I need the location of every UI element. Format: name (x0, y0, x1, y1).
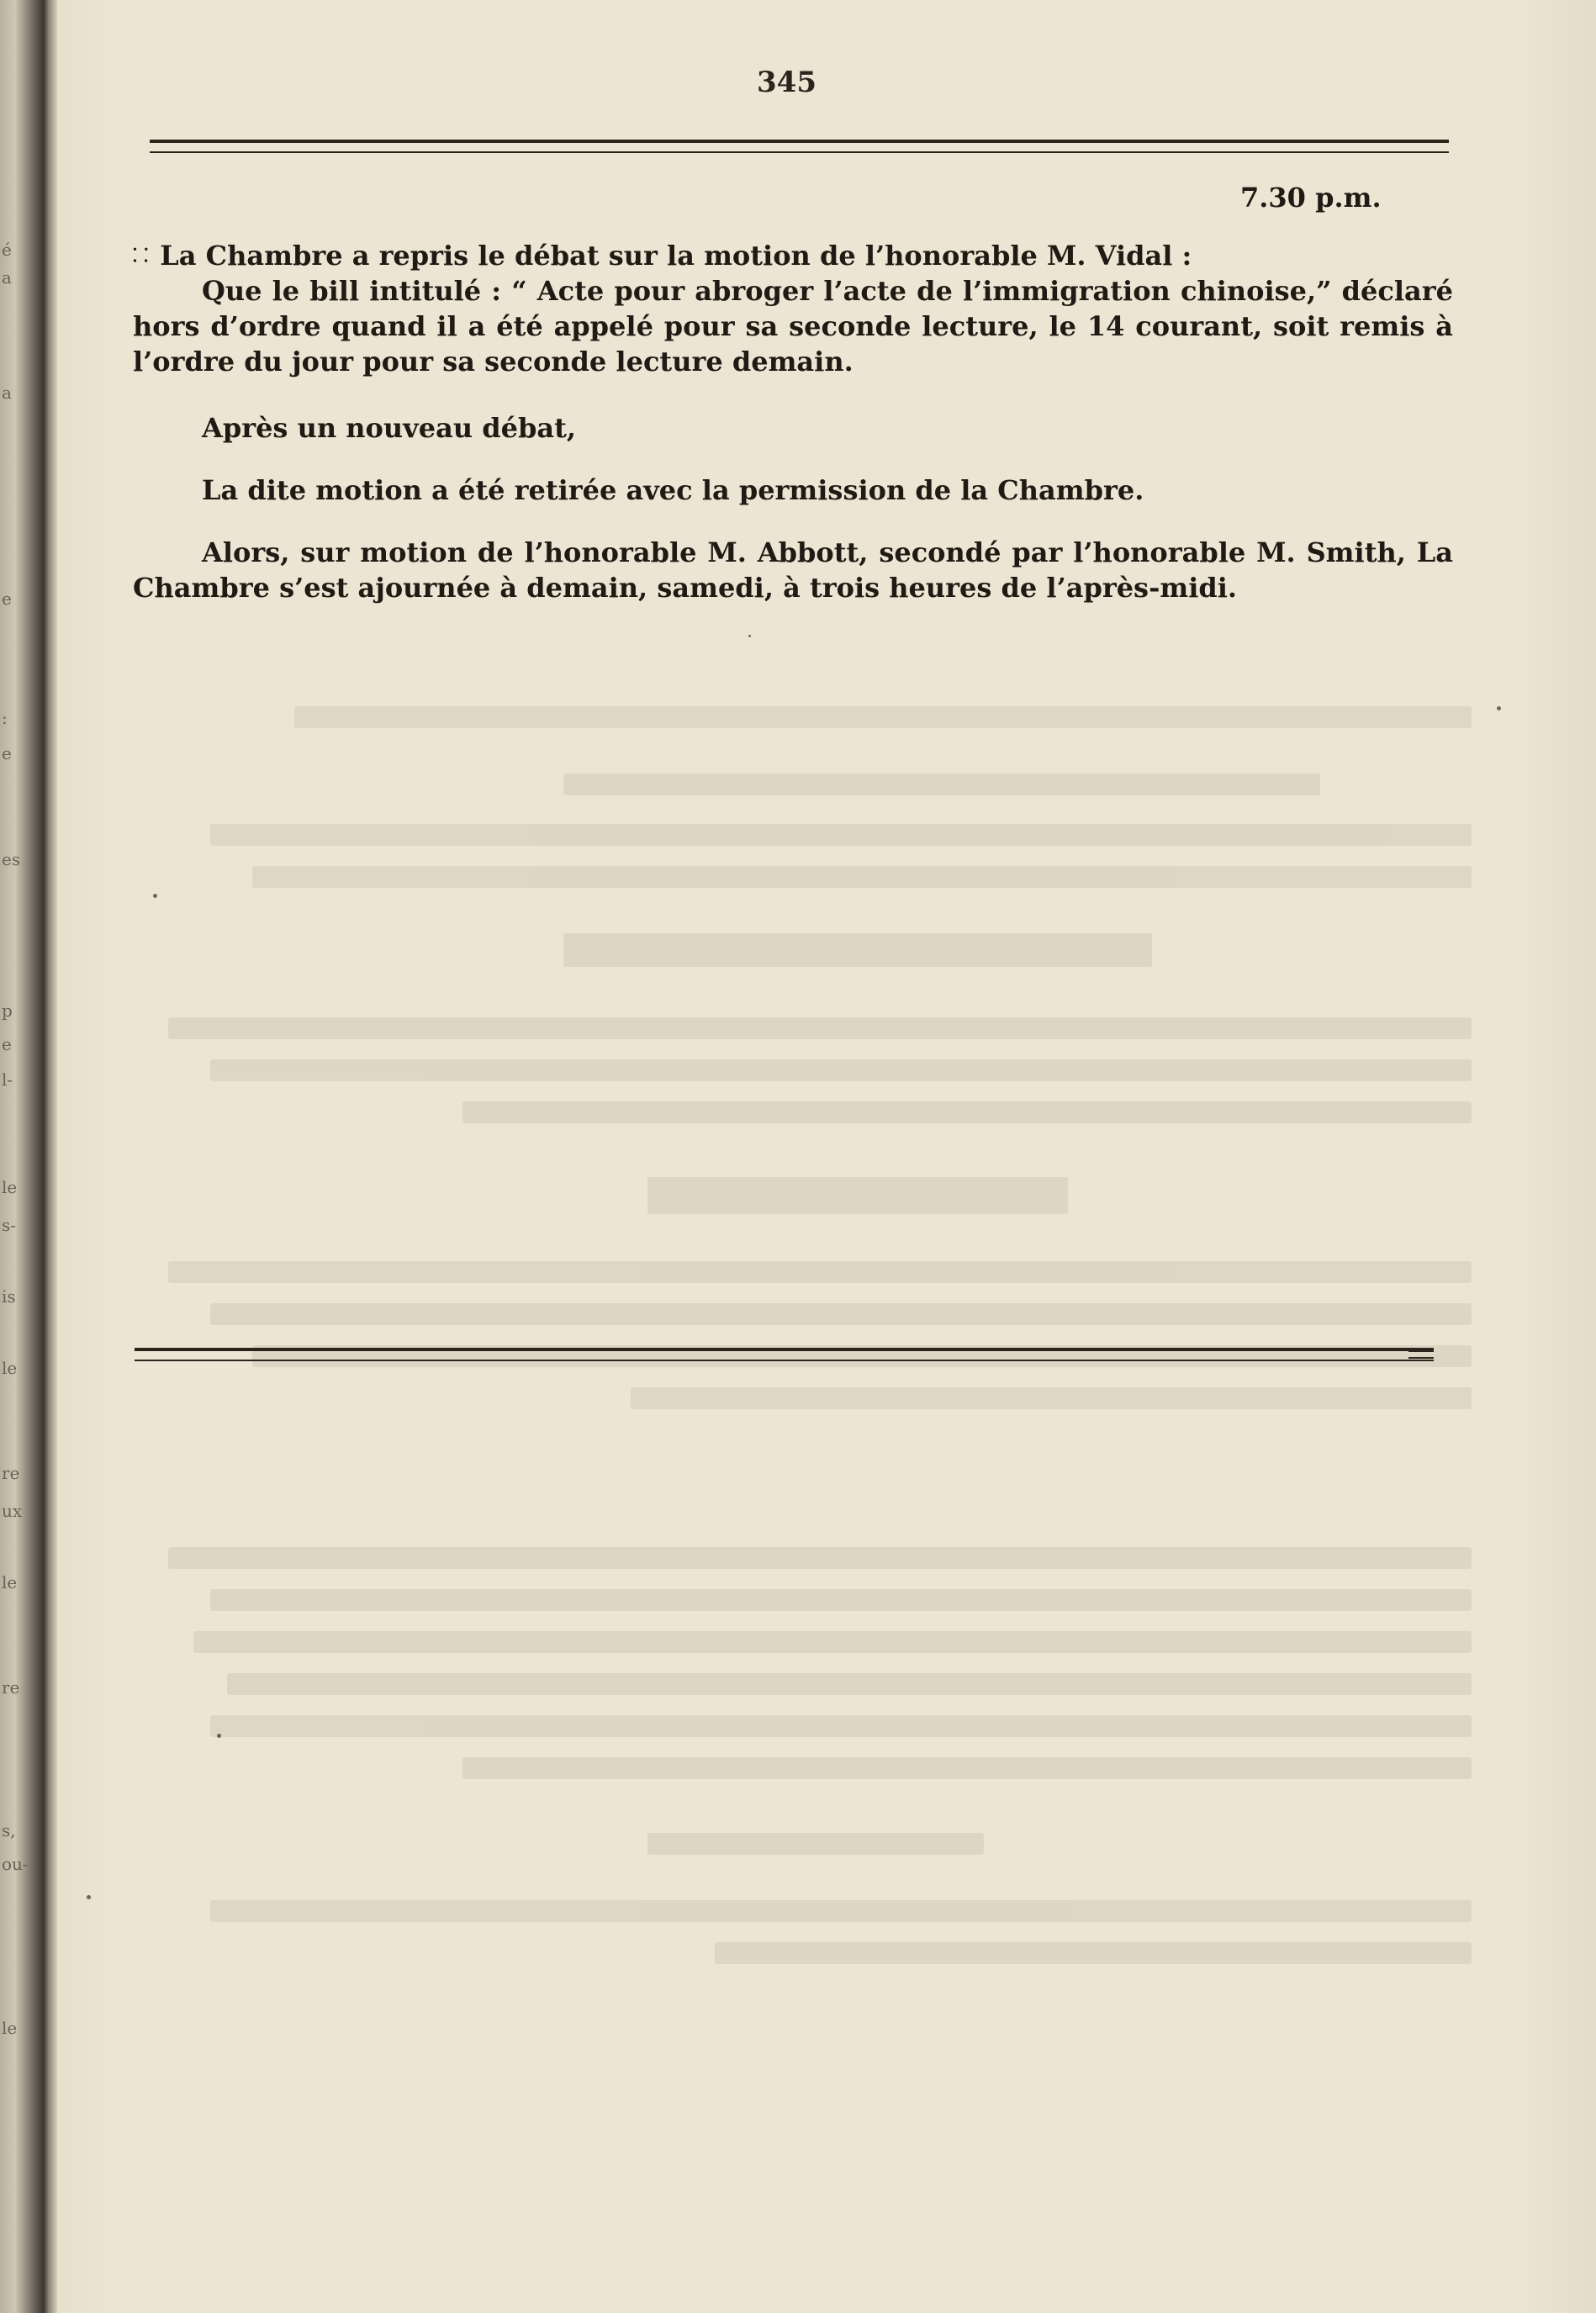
ink-speck (153, 894, 157, 898)
paragraph-after-debate (133, 410, 1453, 446)
margin-fragment: le (2, 1177, 18, 1197)
margin-fragment: le (2, 1358, 18, 1378)
margin-fragment: a (2, 383, 12, 403)
paragraph-motion-withdrawn (133, 473, 1453, 508)
margin-fragment: e (2, 1034, 12, 1054)
ink-speck (217, 1734, 221, 1738)
margin-fragment: e (2, 743, 12, 763)
margin-fragment: re (2, 1677, 20, 1698)
margin-fragment: is (2, 1286, 16, 1307)
ink-speck (748, 635, 751, 637)
margin-fragment: ou- (2, 1854, 29, 1874)
binding-edge (0, 0, 57, 2313)
margin-fragment: es (2, 849, 21, 869)
page-number: 345 (757, 66, 816, 99)
margin-fragment: p (2, 1001, 13, 1021)
margin-fragment: le (2, 1572, 18, 1592)
margin-fragment: s- (2, 1215, 17, 1235)
paragraph-text: Alors, sur motion de l’honorable M. Abbott, secondé par l’honorable M. Smith, La Chambre s’est ajournée à demain, samedi, à trois heures de l’après-midi. (133, 536, 1453, 604)
margin-fragment: l- (2, 1069, 13, 1090)
margin-fragment: a (2, 267, 12, 288)
paragraph-text: Que le bill intitulé : “ Acte pour abroger l’acte de l’immigration chinoise,” déclaré hors d’ordre quand il a été appelé pour sa seconde lecture, le 14 courant, soit remis à l’ordre du jour pour sa seconde lecture demain. (133, 275, 1453, 378)
margin-fragment: : (2, 708, 8, 728)
rule-tail (1408, 1350, 1434, 1359)
margin-bracket-icon: ⸬ (133, 245, 149, 267)
show-through-bleed (126, 656, 1488, 2169)
bottom-double-rule (135, 1348, 1434, 1361)
paragraph-adjournment (133, 535, 1453, 605)
ink-speck (1497, 706, 1501, 710)
sitting-time: 7.30 p.m. (1240, 182, 1382, 214)
paragraph-motion-text (133, 273, 1453, 379)
paragraph-debate-resumed (133, 238, 1453, 277)
paragraph-text: La Chambre a repris le débat sur la motion de l’honorable M. Vidal : (160, 240, 1192, 272)
paragraph-text: La dite motion a été retirée avec la permission de la Chambre. (202, 474, 1144, 506)
margin-fragment: s, (2, 1820, 16, 1840)
margin-fragment: le (2, 2018, 18, 2038)
margin-fragment: e (2, 589, 12, 609)
top-double-rule (150, 140, 1449, 153)
paragraph-text: Après un nouveau débat, (202, 412, 576, 444)
margin-fragment: re (2, 1463, 20, 1483)
margin-fragment: ux (2, 1501, 23, 1521)
ink-speck (87, 1895, 91, 1899)
margin-fragment: é (2, 240, 12, 260)
